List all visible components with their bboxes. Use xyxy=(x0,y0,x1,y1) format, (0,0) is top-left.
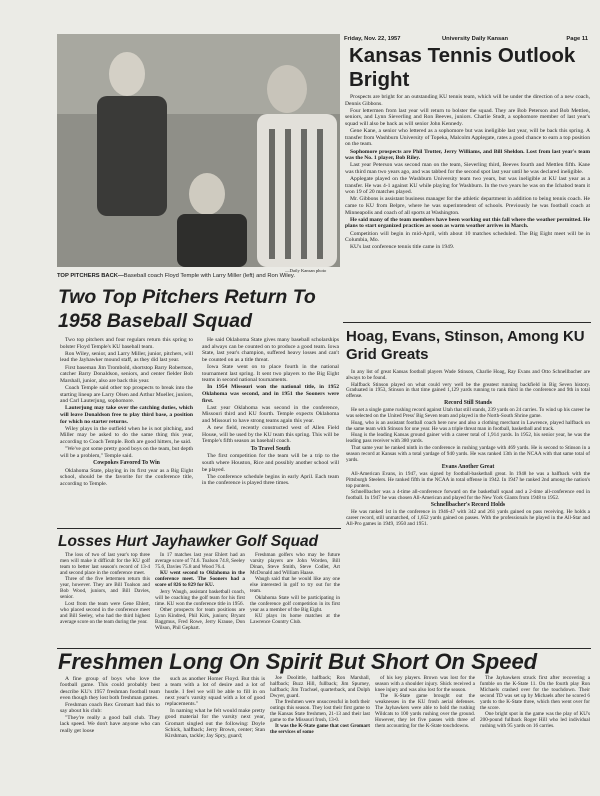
golf-col2 xyxy=(155,553,245,633)
freshmen-paragraph: In naming what he felt would make pretty good material for the varsity next year, Gromart singled out the following: Doyle Schick, halfback; Jerry Brown, center; Stan Kirshman, tackle; Jay Spry, guard; xyxy=(165,708,265,740)
tennis-headline: Kansas Tennis Outlook Bright xyxy=(349,44,576,91)
baseball-paragraph: The conference schedule begins in early April. Each team in the conference is played three times. xyxy=(202,473,339,487)
tennis-body xyxy=(345,94,590,251)
baseball-paragraph: Iowa State went on to place fourth in the national tournament last spring. It sent two players to the Big Eight teams in second national tournaments. xyxy=(202,363,339,384)
baseball-subhead: Cowpokes Favored To Win xyxy=(93,460,160,467)
baseball-col2 xyxy=(202,337,339,488)
baseball-paragraph: A new field, recently constructed west of Allen Field House, will be used by the KU team this spring. This will be Temple's fifth season as baseball coach. xyxy=(202,425,339,445)
golf-paragraph: Jerry Waugh, assistant basketball coach, will be coaching the golf team for his first time. KU won the conference title in 1956. xyxy=(155,588,245,607)
baseball-paragraph: Wiley plays in the outfield when he is not pitching, and Miller may be asked to do the same thing this year, according to Coach Temple. Both are good hitters, he said. xyxy=(60,425,193,445)
baseball-paragraph: Oklahoma State, playing in its first year as a Big Eight school, should be the favorite for the conference title, according to Temple. xyxy=(60,467,193,488)
baseball-paragraph: In 1954 Missouri won the national title, in 1952 Oklahoma was second, and in 1951 the Sooners were first. xyxy=(202,384,339,404)
hoag-headline: Hoag, Evans, Stinson, Among KU Grid Greats xyxy=(346,328,585,363)
tennis-paragraph: Prospects are bright for an outstanding KU tennis team, which will be under the direction of a new coach, Dennis Gibbons. xyxy=(345,94,590,107)
tennis-paragraph: KU's last conference tennis title came in 1949. xyxy=(350,244,455,251)
freshmen-paragraph: such as another Homer Floyd. But this is a team with a lot of desire and a lot of hustle. I feel we will be able to fill in on next year's varsity squad with a lot of good replacements." xyxy=(165,676,265,708)
masthead-page: Page 11 xyxy=(566,36,588,42)
hoag-subhead: Evans Another Great xyxy=(441,463,495,470)
freshmen-col5 xyxy=(480,676,590,730)
baseball-headline: Two Top Pitchers Return To 1958 Baseball Squad xyxy=(58,286,316,332)
hoag-paragraph: Hoag is the leading Kansas ground gainer with a career total of 1,914 yards. In 1952, his senior year, he was the leading pass receiver with 380 yards. xyxy=(346,432,590,445)
baseball-col1 xyxy=(60,337,193,488)
masthead-date: Friday, Nov. 22, 1957 xyxy=(344,36,401,42)
news-photo xyxy=(57,34,340,267)
freshmen-paragraph: The freshmen were unsuccessful in both their outings this season. They lost their first game to the Kansas State freshmen, 21-13 and their last game to the Missouri frosh, 13-0. xyxy=(270,699,370,723)
freshmen-paragraph: The Jayhawkers struck first after recovering a fumble on the K-State 11. On the fourth play Ron Michaels crashed over for the touchdown. Their second TD was set up by Michaels after he scored 6 yards to the K-State three, which then went over for the score. xyxy=(480,675,590,711)
tennis-paragraph: Last year Peterson was second man on the team, Sieverling third, Beeves fourth and Mettlen fifth. Kane was third man two years ago, and was tabbed for the second spot last year until he was declared ineligible. xyxy=(345,162,590,175)
golf-col1 xyxy=(60,553,150,626)
freshmen-paragraph: Joe Doolittle, halfback; Ron Marshall, halfback; Buzz Hill, fullback; Jim Spurney, halfback; Jim Trachsel, quarterback, and Dolph Dwyer, guard. xyxy=(270,675,370,699)
divider xyxy=(57,528,341,529)
photo-caption xyxy=(57,273,340,279)
golf-paragraph: KU went second to Oklahoma in the conference meet. The Sooners had a score of 826 to 829 for KU. xyxy=(155,570,245,589)
tennis-paragraph: Applegate played on the Washburn University team two years, but was ineligible at KU last year as a transfer. He was 4-1 against KU while playing for Washburn. In the two years he was on the Ichabod team it won 19 of 20 matches played. xyxy=(345,176,590,196)
baseball-paragraph: Last year Oklahoma was second in the conference, Missouri third and KU fourth. Temple expects Oklahoma and Missouri to have strong teams again this year. xyxy=(202,404,339,424)
baseball-paragraph: The first competition for the team will be a trip to the south where Houston, Rice and possibly another school will be played. xyxy=(202,453,339,473)
hoag-body xyxy=(346,370,590,528)
baseball-subhead: To Travel South xyxy=(250,445,291,452)
freshmen-paragraph: The K-State game brought out the weaknesses in the KU frosh aerial defenses. The Jayhawkers were able to hold the rushing Wildcats to 100 yards rushing over the ground. However, they let five passes with three of them accounting for the K-State touchdowns. xyxy=(375,693,475,729)
hoag-paragraph: Hoag, who is an assistant football coach here now and also a clothing merchant in Lawrence, played halfback on the same team with Stinson for one year. He was a triple threat man in football, basketball and track. xyxy=(346,419,590,432)
photo-credit: —Daily Kansan photo xyxy=(285,268,327,273)
golf-paragraph: The loss of two of last year's top three men will make it difficult for the KU golf team to better last season's record of 13-4 and second place in the conference meet. xyxy=(60,552,150,576)
baseball-paragraph: Ron Wiley, senior, and Larry Miller, junior, pitchers, will lead the Jayhawker mound staff, as they did last year. xyxy=(60,350,193,364)
golf-paragraph: Other prospects for team positions are Lynn Kindred, Phil Kirk, juniors; Bryant Baggmus, Fred Rowe, Jerry Krause, Don Wilson, Phil Gephart. xyxy=(155,607,245,632)
golf-paragraph: Three of the five lettermen return this year, however. They are Bill Toalson and Bob Wood, juniors, and Bill Davies, senior. xyxy=(60,576,150,601)
freshmen-col2 xyxy=(165,676,265,740)
hoag-paragraph: That same year he ranked ninth in the conference in rushing yardage with 469 yards. He is second to Stinson in a season record at Kansas with a total yardage of 940 yards. He was ranked 13th in the NCAA with that same total of yards. xyxy=(346,444,590,463)
baseball-paragraph: Two top pitchers and four regulars return this spring to bolster Floyd Temple's KU baseball team. xyxy=(60,337,193,350)
caption-label: TOP PITCHERS BACK— xyxy=(57,273,124,279)
golf-headline: Losses Hurt Jayhawker Golf Squad xyxy=(58,533,319,550)
baseball-paragraph: He said Oklahoma State gives many baseball scholarships and always can be counted on to produce a good team. Iowa State, last year's champion, suffered heavy losses and can't be counted on as a title threat. xyxy=(202,337,339,363)
freshmen-paragraph: of his key players. Brown was lost for the season with a shoulder injury. Shick received a knee injury and was also lost for the season. xyxy=(375,675,475,693)
hoag-subhead: Schnellbacher's Record Holds xyxy=(430,501,506,508)
hoag-paragraph: Schnellbacher was a 4-time all-conference forward on the basketball squad and a 2-time all-conference end in football. In 1947 he was chosen All-American and played for the New York Giants from 1948 to 1952. xyxy=(346,489,590,502)
baseball-paragraph: First baseman Jim Trombold, shortstop Barry Robertson, catcher Barry Donaldson, seniors, and center fielder Bob Marshall, junior, also are back this year. xyxy=(60,364,193,384)
tennis-paragraph: He said many of the team members have been working out this fall where the weather permitted. He plans to start organized practices as soon as warm weather arrives in March. xyxy=(345,216,590,230)
hoag-paragraph: He set a single game rushing record against Utah that still stands, 239 yards on 24 carries. To wind up his career he was selected on the United Press' Big Seven team and played in the North-South Shrine game. xyxy=(346,407,590,420)
hoag-paragraph: He was ranked 1st in the conference in 1946-47 with 342 and 261 yards gained on pass receiving. He holds a career record, still unmatched, of 1,652 yards gained on passes. With the professionals he played in the All-Star and All-Pro games in 1949, 1950 and 1951. xyxy=(346,508,590,527)
freshmen-col1 xyxy=(60,676,160,734)
golf-paragraph: Freshman golfers who may be future varsity players are John Worden, Bill Dinan, Steve Smith, Steve Codlet, Art McDonald and William Haase. xyxy=(250,552,340,576)
hoag-paragraph: In any list of great Kansas football players Wade Stinson, Charlie Hoag, Ray Evans and Otto Schnellbacher are always to be found. xyxy=(346,369,590,381)
caption-text: Baseball coach Floyd Temple with Larry Miller (left) and Ron Wiley. xyxy=(123,273,295,279)
baseball-paragraph: Coach Temple said other top prospects to break into the starting lineup are Larry Olsen and Arthur Mueller, juniors, and Carl Lauterjung, sophomore. xyxy=(60,384,193,405)
hoag-paragraph: Halfback Stinson played on what could very well be the greatest running backfield in Big Seven history. Graduated in 1953, Stinson in that time gained 1,129 yards running to rank third in the conference and 9th in total offense. xyxy=(346,381,590,400)
golf-paragraph: Oklahoma State will be participating in the conference golf competition in its first year as a member of the Big Eight. xyxy=(250,594,340,613)
tennis-paragraph: Gene Kane, a senior who lettered as a sophomore but was ineligible last year, will be back this spring. A transfer from Washburn University of Topeka, Malcolm Applegate, rates a good chance to earn a top position on the team. xyxy=(345,128,590,148)
freshmen-paragraph: One bright spot in the game was the play of KU's 200-pound fullback Roger Hill who led individual rushing with 95 yards on 16 carries. xyxy=(480,711,590,729)
golf-col3 xyxy=(250,553,340,627)
tennis-paragraph: Competition will begin in mid-April, with about 10 matches scheduled. The Big Eight meet will be in Columbia, Mo. xyxy=(345,230,590,244)
masthead-paper: University Daily Kansan xyxy=(442,36,509,42)
hoag-paragraph: All-American Evans, in 1947, was signed by football-basketball great. In 1948 he was a halfback with the Pittsburgh Steelers. He ranked fifth in the NCAA in total offense in 1942. In 1947 he ranked 2nd among the nation's top punters. xyxy=(346,470,590,489)
tennis-paragraph: Four lettermen from last year will return to bolster the squad. They are Bob Peterson and Bob Mettlen, seniors, and Lynn Sieverling and Ron Beeves, juniors. Charlie Studt, a sophomore member of last year's squad will also be back as will senior John Kennedy. xyxy=(345,107,590,127)
golf-paragraph: Waugh said that he would like any one else interested in golf to try out for the team. xyxy=(250,576,340,595)
freshmen-col4 xyxy=(375,676,475,730)
freshmen-headline: Freshmen Long On Spirit But Short On Speed xyxy=(58,649,538,674)
tennis-paragraph: Mr. Gibbons is assistant business manager for the athletic department in addition to being tennis coach. He came to KU from Belpre, where he was superintendent of schools. Previously he was football coach at Minneapolis and coach of all sports at Washington. xyxy=(345,196,590,216)
freshmen-col3 xyxy=(270,676,370,737)
hoag-subhead: Record Still Stands xyxy=(444,400,492,407)
photo-illustration xyxy=(57,34,340,267)
divider xyxy=(343,322,591,323)
golf-paragraph: In 17 matches last year Ehlert had an average score of 74.6. Toalson 74.8, Seeley 75.6, Davies 75.8 and Wood 76.4. xyxy=(155,552,246,570)
freshmen-paragraph: It was the K-State game that cost Gromart the services of some xyxy=(270,723,370,736)
freshmen-paragraph: A fine group of boys who love the football game. This could probably best describe KU's 1957 freshman football team even though they lost both freshman games. xyxy=(60,676,160,701)
baseball-paragraph: "We've got some pretty good boys on the team, but depth will be a problem," Temple said. xyxy=(60,446,193,459)
tennis-paragraph: Sophomore prospects are Phil Trotter, Jerry Williams, and Bill Sheldon. Lost from last year's team was the No. 1 player, Bob Riley. xyxy=(345,148,590,162)
golf-paragraph: Lost from the team were Gene Ehlert, who placed second in the conference meet and Bill Seeley, who had the third highest average score on the team during the year. xyxy=(60,600,150,625)
golf-paragraph: KU plays its home matches at the Lawrence Country Club. xyxy=(250,613,340,626)
freshmen-paragraph: Freshman coach Rex Gromart had this to say about his club: xyxy=(60,701,160,715)
baseball-paragraph: Lauterjung may take over the catching duties, which will leave Donaldson free to play third base, a position for which no starter returns. xyxy=(60,405,193,425)
freshmen-paragraph: "They're really a good ball club. They lack speed. We don't have anyone who can really get loose xyxy=(60,714,160,734)
tennis-article xyxy=(345,44,590,252)
